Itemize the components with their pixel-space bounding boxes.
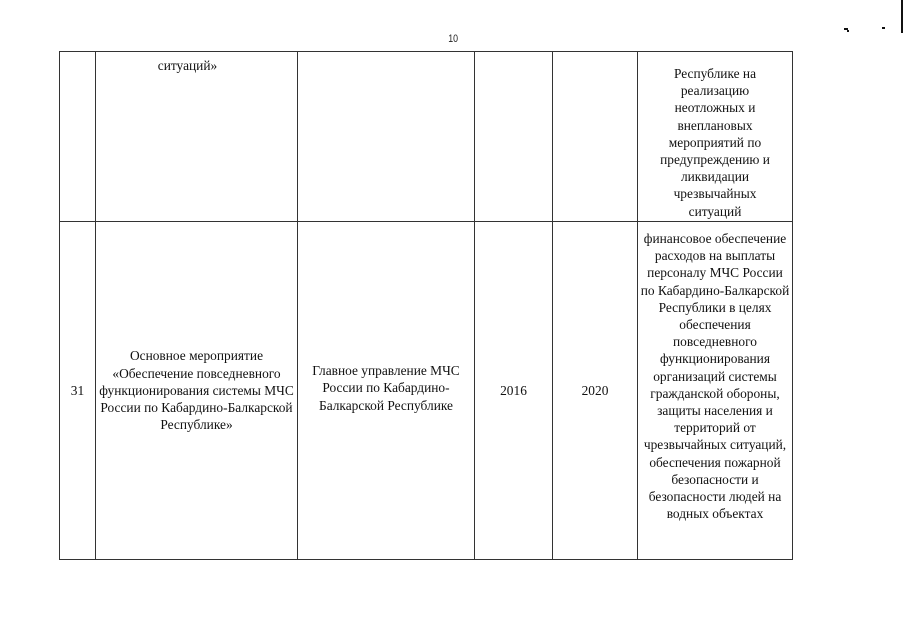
measure-name-cell (96, 222, 298, 560)
expected-result: Республике на реализацию неотложных и внеплановых мероприятий по предупреждению и ликвидации чрезвычайных ситуаций (660, 66, 770, 219)
expected-result-cell (638, 222, 793, 560)
expected-result: финансовое обеспечение расходов на выплаты персоналу МЧС России по Кабардино-Балкарской Республики в целях обеспечения повседневного функционирования организаций системы гражданской обороны, защиты населения и территорий от чрезвычайных ситуаций, обеспечения пожарной безопасности и безопасности людей на водных объектах (640, 231, 790, 522)
start-year-cell (475, 52, 553, 222)
end-year-cell (553, 52, 638, 222)
row-number-cell (60, 222, 96, 560)
start-year: 2016 (500, 382, 527, 398)
measure-name-cell (96, 52, 298, 222)
scan-artifact (882, 27, 885, 29)
table-row (60, 222, 793, 560)
page-number: 10 (448, 33, 459, 45)
measure-name: ситуаций» (157, 58, 218, 73)
end-year: 2020 (581, 382, 609, 398)
measures-table (59, 51, 793, 560)
responsible-executor: Главное управление МЧС России по Кабардино-Балкарской Республике (312, 363, 460, 413)
scan-artifact (847, 30, 849, 32)
scan-edge-line (901, 0, 903, 33)
responsible-cell (298, 52, 475, 222)
start-year-cell (475, 222, 553, 560)
row-number: 31 (70, 382, 85, 398)
table-row (60, 52, 793, 222)
end-year-cell (553, 222, 638, 560)
row-number-cell (60, 52, 96, 222)
expected-result-cell (638, 52, 793, 222)
responsible-cell (298, 222, 475, 560)
measure-name: Основное мероприятие «Обеспечение повседневного функционирования системы МЧС России по Кабардино-Балкарской Республике» (99, 348, 294, 433)
